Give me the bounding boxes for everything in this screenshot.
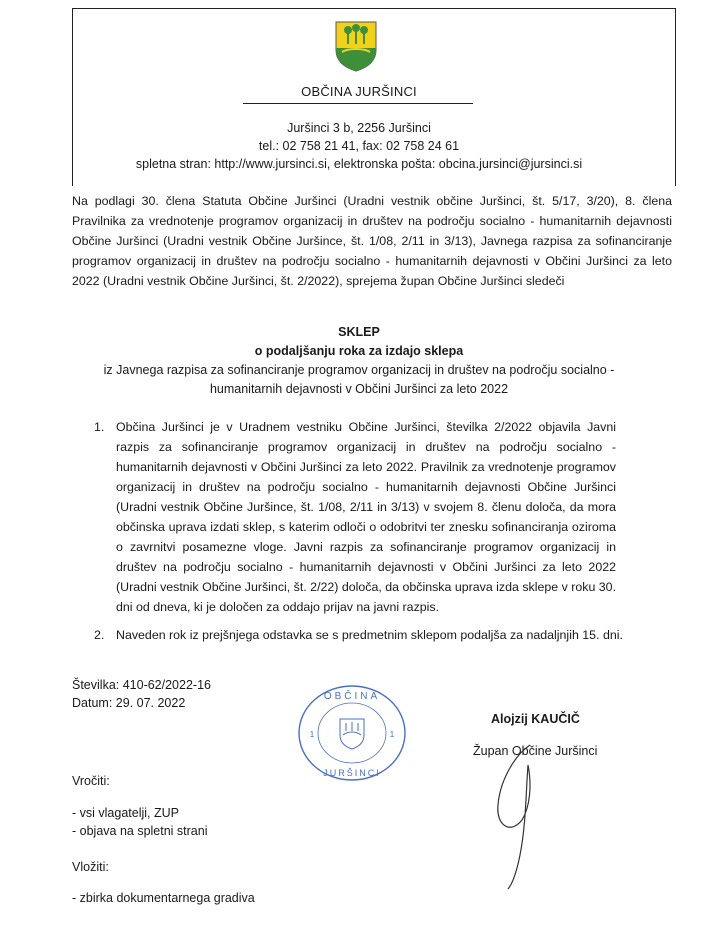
deliver-item: - vsi vlagatelji, ZUP (72, 806, 179, 820)
deliver-item: - objava na spletni strani (72, 824, 208, 838)
signatory-role: Župan Občine Juršinci (473, 744, 598, 758)
signatory-name: Alojzij KAUČIČ (491, 712, 580, 726)
stamp-number-right: 1 (389, 730, 395, 739)
file-item: - zbirka dokumentarnega gradiva (72, 891, 255, 905)
document-subtitle-line3: humanitarnih dejavnosti v Občini Juršinci za leto 2022 (209, 382, 509, 396)
phone-fax: tel.: 02 758 21 41, fax: 02 758 24 61 (258, 139, 460, 153)
file-label: Vložiti: (72, 860, 109, 874)
list-item-number: 2. (94, 628, 105, 642)
list-item-text: Občina Juršinci je v Uradnem vestniku Občine Juršinci, številka 2/2022 objavila Javni razpis za sofinanciranje programov organizacij in društev na področju socialno - humanitarnih dejavnosti v Občini Juršinci za leto 2022. Pravilnik za vrednotenje programov organizacij in društev na področju socialno - humanitarnih dejavnosti Občine Juršinci (Uradni vestnik Občine Juršince, št. 1/08, 2/11 in 3/13) v svojem 8. členu določa, da mora občinska uprava izdati sklep, s katerim odloči o odobritvi ter znesku sofinanciranja oziroma o zavrnitvi posamezne vloge. Javni razpis za sofinanciranje programov organizacij in društev na področju socialno - humanitarnih dejavnosti v Občini Juršinci za leto 2022 (Uradni vestnik Občine Juršinci, št. 2/22) določa, da občinska uprava izda sklepe v roku 30. dni od dneva, ki je določen za oddajo prijav na javni razpis. (116, 420, 617, 614)
header-divider (243, 103, 473, 104)
document-subtitle: o podaljšanju roka za izdajo sklepa (254, 344, 464, 358)
intro-paragraph: Na podlagi 30. člena Statuta Občine Juršinci (Uradni vestnik občine Juršinci, št. 5/17, 3/20), 8. člena Pravilnika za vrednotenje programov organizacij in društev na področju socialno - humanitarnih dejavnosti Občine Juršinci (Uradni vestnik Občine Juršince, št. 1/08, 2/11 in 3/13), Javnega razpisa za sofinanciranje programov organizacij in društev na področju socialno - humanitarnih dejavnosti v Občini Juršinci za leto 2022 (Uradni vestnik Občine Juršinci, št. 2/2022), sprejema župan Občine Juršinci sledeči (72, 194, 672, 288)
list-item-text: Naveden rok iz prejšnjega odstavka se s predmetnim sklepom podaljša za nadaljnjih 15. dni. (116, 628, 623, 642)
list-item-number: 1. (94, 420, 105, 434)
stamp-bottom-text: JURŠINCI (323, 768, 381, 778)
deliver-label: Vročiti: (72, 774, 110, 788)
document-title: SKLEP (338, 325, 380, 339)
document-date: Datum: 29. 07. 2022 (72, 696, 186, 710)
handwritten-signature (470, 735, 570, 895)
document-subtitle-line2: iz Javnega razpisa za sofinanciranje programov organizacij in društev na področju socialno - (103, 363, 615, 377)
municipality-crest-icon (334, 20, 378, 72)
stamp-number-left: 1 (309, 730, 315, 739)
address: Juršinci 3 b, 2256 Juršinci (287, 121, 431, 135)
web-email: spletna stran: http://www.jursinci.si, elektronska pošta: obcina.jursinci@jursinci.si (135, 157, 583, 171)
document-number: Številka: 410-62/2022-16 (72, 678, 211, 692)
stamp-top-text: OBČINA (323, 691, 381, 702)
organization-name: OBČINA JURŠINCI (301, 84, 417, 99)
official-stamp (296, 683, 408, 783)
